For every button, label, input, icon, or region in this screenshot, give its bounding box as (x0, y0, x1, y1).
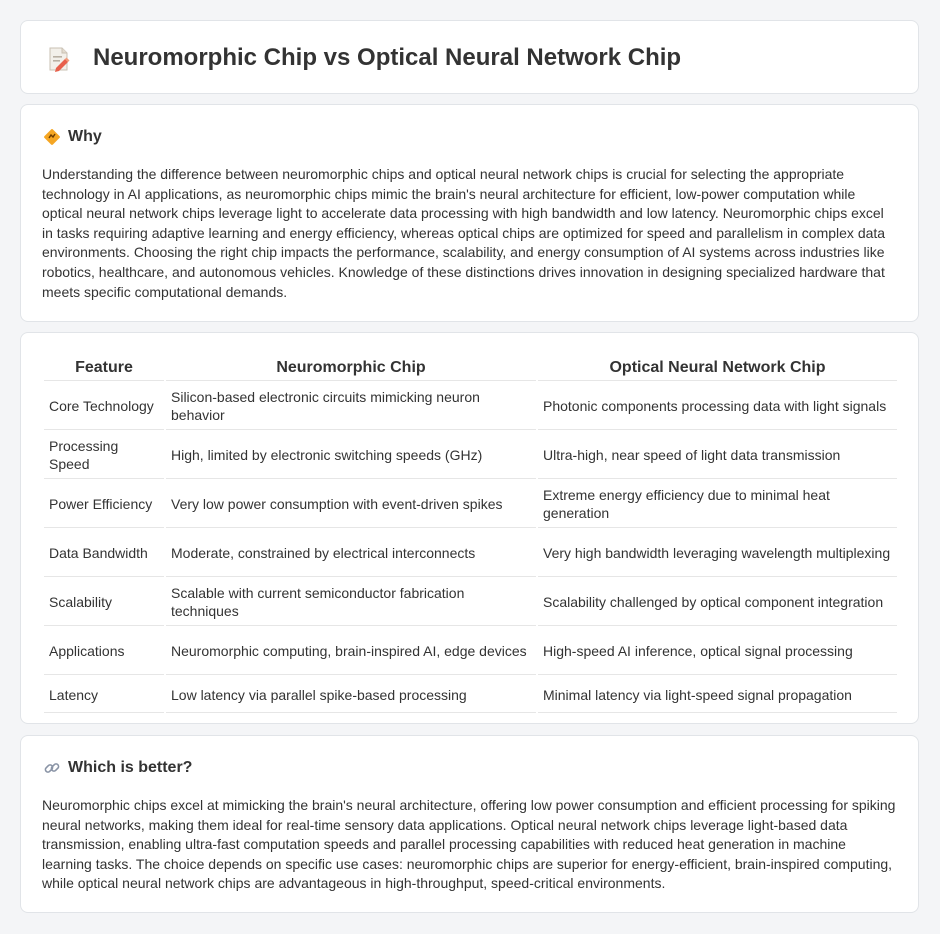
optical-cell: High-speed AI inference, optical signal processing (538, 628, 897, 675)
neuromorphic-cell: Low latency via parallel spike-based processing (166, 677, 536, 713)
better-heading: Which is better? (68, 759, 193, 776)
header-neuromorphic: Neuromorphic Chip (166, 355, 536, 381)
feature-cell: Scalability (44, 579, 164, 626)
neuromorphic-cell: Very low power consumption with event-driven spikes (166, 481, 536, 528)
header-optical: Optical Neural Network Chip (538, 355, 897, 381)
diamond-sign-icon (43, 128, 61, 146)
neuromorphic-cell: Silicon-based electronic circuits mimicking neuron behavior (166, 383, 536, 430)
feature-cell: Processing Speed (44, 432, 164, 479)
optical-cell: Ultra-high, near speed of light data transmission (538, 432, 897, 479)
link-icon (43, 759, 61, 777)
neuromorphic-cell: High, limited by electronic switching speeds (GHz) (166, 432, 536, 479)
title-card (20, 20, 919, 94)
table-row (44, 530, 897, 577)
neuromorphic-cell: Scalable with current semiconductor fabrication techniques (166, 579, 536, 626)
why-section (20, 104, 919, 322)
table-row (44, 383, 897, 430)
table-row (44, 481, 897, 528)
page-title: Neuromorphic Chip vs Optical Neural Network Chip (93, 44, 682, 71)
table-row (44, 628, 897, 675)
header-feature: Feature (44, 355, 164, 381)
better-text: Neuromorphic chips excel at mimicking the brain's neural architecture, offering low power consumption and efficient processing for spiking neural networks, making them ideal for real-time sensory data applications. Optical neural network chips leverage light-based data transmission, enabling ultra-fast computation speeds and parallel processing capabilities with reduced heat generation in machine learning tasks. The choice depends on specific use cases: neuromorphic chips are superior for energy-efficient, brain-inspired computing, while optical neural network chips are advantageous in high-throughput, speed-critical environments. (42, 797, 896, 892)
feature-cell: Applications (44, 628, 164, 675)
optical-cell: Scalability challenged by optical component integration (538, 579, 897, 626)
optical-cell: Photonic components processing data with light signals (538, 383, 897, 430)
neuromorphic-cell: Moderate, constrained by electrical interconnects (166, 530, 536, 577)
table-row (44, 432, 897, 479)
document-edit-icon (47, 46, 71, 72)
feature-cell: Data Bandwidth (44, 530, 164, 577)
why-text: Understanding the difference between neuromorphic chips and optical neural network chips is crucial for selecting the appropriate technology in AI applications, as neuromorphic chips mimic the brain's neural architecture for efficient, low-power computation while optical neural network chips leverage light to accelerate data processing with high bandwidth and low latency. Neuromorphic chips excel in tasks requiring adaptive learning and energy efficiency, whereas optical chips are optimized for speed and parallelism in complex data environments. Choosing the right chip impacts the performance, scalability, and energy consumption of AI systems across industries like robotics, healthcare, and autonomous vehicles. Knowledge of these distinctions drives innovation in designing specialized hardware that meets specific computational demands. (42, 166, 886, 300)
why-heading: Why (68, 128, 102, 145)
optical-cell: Minimal latency via light-speed signal propagation (538, 677, 897, 713)
table-row (44, 579, 897, 626)
optical-cell: Very high bandwidth leveraging wavelength multiplexing (538, 530, 897, 577)
neuromorphic-cell: Neuromorphic computing, brain-inspired AI, edge devices (166, 628, 536, 675)
table-header-row (44, 355, 897, 381)
comparison-section (20, 332, 919, 724)
feature-cell: Power Efficiency (44, 481, 164, 528)
comparison-table (42, 353, 899, 715)
feature-cell: Latency (44, 677, 164, 713)
optical-cell: Extreme energy efficiency due to minimal heat generation (538, 481, 897, 528)
table-row (44, 677, 897, 713)
which-is-better-section (20, 735, 919, 913)
feature-cell: Core Technology (44, 383, 164, 430)
